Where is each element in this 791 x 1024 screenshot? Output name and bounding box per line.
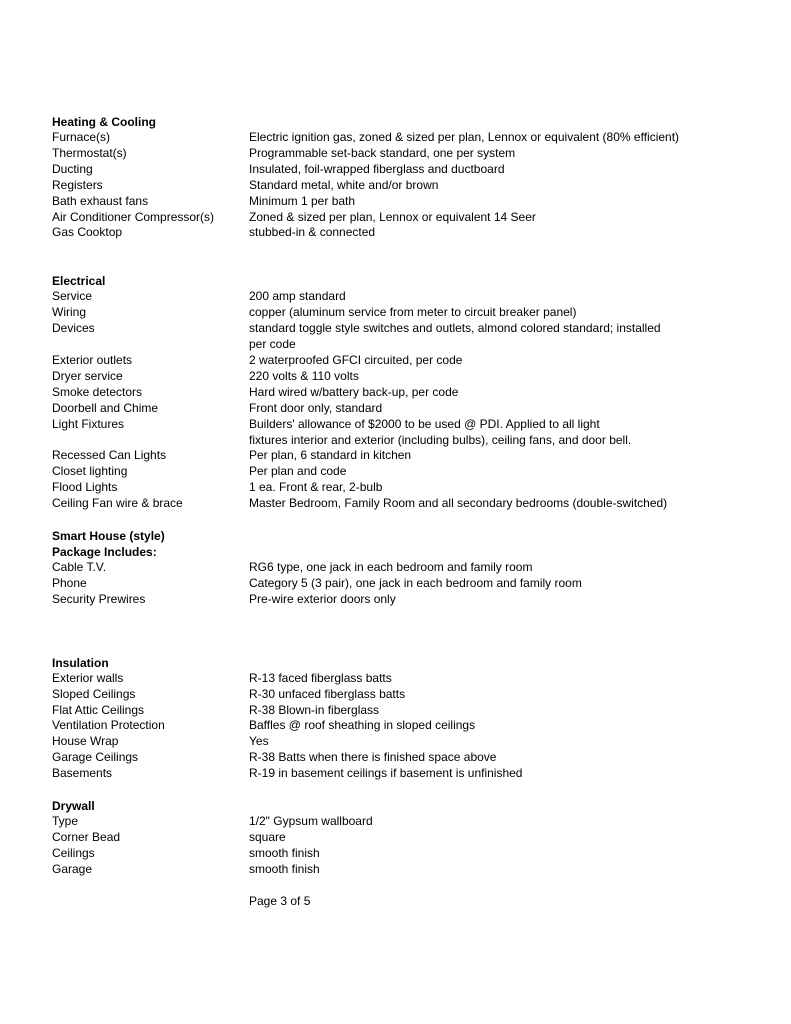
spec-value: [249, 766, 719, 782]
spec-value: [249, 480, 719, 496]
spec-content: [52, 114, 752, 878]
spec-value-line: Baffles @ roof sheathing in sloped ceilings: [249, 718, 476, 733]
spec-label: Light Fixtures: [52, 416, 125, 431]
section-drywall: [52, 798, 752, 878]
spec-label: Service: [52, 289, 93, 304]
spec-value: [249, 814, 719, 830]
spec-label: Dryer service: [52, 368, 123, 383]
section-subheading: Package Includes:: [52, 545, 157, 560]
spec-value-line: Category 5 (3 pair), one jack in each bedroom and family room: [249, 575, 582, 590]
spec-label: Registers: [52, 177, 103, 192]
spec-label: Garage: [52, 861, 93, 876]
spec-label: Basements: [52, 766, 113, 781]
spec-value-line: 200 amp standard: [249, 289, 346, 304]
spec-label: Security Prewires: [52, 591, 146, 606]
spec-rows: [52, 814, 752, 878]
page-number: Page 3 of 5: [249, 894, 311, 908]
spacer: [52, 608, 752, 655]
spec-row: [52, 464, 752, 480]
spec-row: [52, 703, 752, 719]
section-smart-house: [52, 528, 752, 608]
spec-value: [249, 401, 719, 417]
spec-rows: [52, 671, 752, 782]
spec-row: [52, 194, 752, 210]
spec-value: [249, 464, 719, 480]
spec-value: [249, 862, 719, 878]
spec-row: [52, 734, 752, 750]
section-heading: Smart House (style): [52, 529, 165, 544]
spec-value-line: smooth finish: [249, 861, 320, 876]
spec-label: Exterior outlets: [52, 352, 133, 367]
spec-row: [52, 130, 752, 146]
section-heading: Insulation: [52, 655, 109, 670]
spec-value-line: Pre-wire exterior doors only: [249, 591, 396, 606]
spec-label: House Wrap: [52, 734, 119, 749]
spec-value-line: R-38 Blown-in fiberglass: [249, 702, 380, 717]
spec-row: [52, 321, 752, 353]
spec-value-line: Builders' allowance of $2000 to be used @ PDI. Applied to all light: [249, 416, 600, 431]
spec-label: Sloped Ceilings: [52, 686, 136, 701]
spec-value: [249, 750, 719, 766]
spec-row: [52, 448, 752, 464]
spec-value-line: Master Bedroom, Family Room and all secondary bedrooms (double-switched): [249, 496, 668, 511]
spec-value-line: 220 volts & 110 volts: [249, 368, 359, 383]
spec-label: Furnace(s): [52, 130, 111, 144]
section-heading: Drywall: [52, 799, 95, 814]
spec-rows: [52, 560, 752, 608]
spec-value: [249, 194, 719, 210]
spec-label: Ceilings: [52, 845, 95, 860]
spec-value: [249, 718, 719, 734]
spec-row: [52, 862, 752, 878]
spec-value: [249, 687, 719, 703]
spec-row: [52, 146, 752, 162]
spec-value-line: R-19 in basement ceilings if basement is unfinished: [249, 766, 523, 781]
spec-value-line: Per plan, 6 standard in kitchen: [249, 448, 412, 463]
spec-label: Flood Lights: [52, 480, 118, 495]
spec-label: Air Conditioner Compressor(s): [52, 209, 215, 224]
spec-label: Devices: [52, 321, 95, 336]
spec-value: [249, 289, 719, 305]
spec-label: Flat Attic Ceilings: [52, 702, 145, 717]
section-electrical: [52, 273, 752, 512]
spec-value-line: R-13 faced fiberglass batts: [249, 670, 392, 685]
spec-value: [249, 448, 719, 464]
spacer: [52, 782, 752, 798]
spec-value: [249, 592, 719, 608]
spec-row: [52, 162, 752, 178]
spec-row: [52, 417, 752, 449]
section-insulation: [52, 655, 752, 782]
spec-label: Ceiling Fan wire & brace: [52, 496, 183, 511]
spec-label: Gas Cooktop: [52, 225, 123, 240]
spec-value-line: Per plan and code: [249, 464, 347, 479]
spec-row: [52, 401, 752, 417]
spec-label: Closet lighting: [52, 464, 128, 479]
section-heading: Heating & Cooling: [52, 115, 156, 129]
spec-label: Ducting: [52, 161, 93, 176]
spec-value: [249, 178, 719, 194]
spec-value: [249, 130, 719, 146]
spec-row: [52, 289, 752, 305]
spec-value: [249, 385, 719, 401]
spec-value-line: Insulated, foil-wrapped fiberglass and ductboard: [249, 161, 505, 176]
spec-row: [52, 305, 752, 321]
spec-value: [249, 162, 719, 178]
spec-value-line: Front door only, standard: [249, 400, 383, 415]
spec-label: Ventilation Protection: [52, 718, 165, 733]
spec-label: Corner Bead: [52, 830, 121, 844]
spec-row: [52, 178, 752, 194]
spec-rows: [52, 130, 752, 241]
spec-value-line: per code: [249, 337, 296, 352]
spec-value-line: Standard metal, white and/or brown: [249, 177, 439, 192]
spec-value: [249, 671, 719, 687]
spec-value-line: 1 ea. Front & rear, 2-bulb: [249, 480, 383, 495]
spec-label: Doorbell and Chime: [52, 400, 159, 415]
spec-label: Bath exhaust fans: [52, 193, 149, 208]
spec-value-line: Electric ignition gas, zoned & sized per plan, Lennox or equivalent (80% efficient): [249, 130, 680, 144]
spec-label: Thermostat(s): [52, 145, 127, 160]
spec-row: [52, 750, 752, 766]
spacer: [52, 241, 752, 273]
spec-value: [249, 576, 719, 592]
spec-row: [52, 814, 752, 830]
spec-row: [52, 766, 752, 782]
spec-value-line: standard toggle style switches and outlets, almond colored standard; installed: [249, 321, 661, 336]
spec-value-line: 1/2" Gypsum wallboard: [249, 814, 373, 829]
spec-value: [249, 417, 719, 449]
spec-value-line: RG6 type, one jack in each bedroom and family room: [249, 560, 533, 575]
spec-value-line: R-38 Batts when there is finished space above: [249, 750, 497, 765]
spec-label: Phone: [52, 575, 87, 590]
spec-label: Garage Ceilings: [52, 750, 139, 765]
spec-value-line: Programmable set-back standard, one per system: [249, 145, 516, 160]
spec-value: [249, 146, 719, 162]
spec-row: [52, 385, 752, 401]
spec-value-line: Hard wired w/battery back-up, per code: [249, 384, 459, 399]
spec-value-line: Yes: [249, 734, 269, 749]
spec-value-line: Zoned & sized per plan, Lennox or equivalent 14 Seer: [249, 209, 536, 224]
spec-row: [52, 369, 752, 385]
spec-value-line: R-30 unfaced fiberglass batts: [249, 686, 406, 701]
spec-row: [52, 687, 752, 703]
spec-row: [52, 480, 752, 496]
spec-row: [52, 353, 752, 369]
spec-label: Smoke detectors: [52, 384, 143, 399]
spec-value: [249, 560, 719, 576]
spec-row: [52, 592, 752, 608]
spec-row: [52, 846, 752, 862]
spec-value: [249, 734, 719, 750]
spec-row: [52, 210, 752, 226]
spec-value: [249, 496, 719, 512]
spec-row: [52, 225, 752, 241]
spec-row: [52, 560, 752, 576]
spec-row: [52, 718, 752, 734]
spec-value: [249, 353, 719, 369]
section-heating-cooling: [52, 114, 752, 241]
spec-value-line: 2 waterproofed GFCI circuited, per code: [249, 352, 463, 367]
section-heading: Electrical: [52, 274, 106, 289]
spec-value-line: copper (aluminum service from meter to circuit breaker panel): [249, 305, 577, 320]
spec-value: [249, 703, 719, 719]
spec-value: [249, 846, 719, 862]
spec-value-line: fixtures interior and exterior (including bulbs), ceiling fans, and door bell.: [249, 432, 632, 447]
spec-label: Cable T.V.: [52, 560, 107, 575]
spec-value: [249, 305, 719, 321]
spec-value-line: square: [249, 830, 286, 844]
spec-row: [52, 830, 752, 846]
spec-rows: [52, 289, 752, 512]
spec-row: [52, 496, 752, 512]
spec-label: Type: [52, 814, 79, 829]
spec-value: [249, 830, 719, 846]
spec-value: [249, 210, 719, 226]
spec-value-line: Minimum 1 per bath: [249, 193, 356, 208]
spec-row: [52, 671, 752, 687]
spec-value: [249, 225, 719, 241]
spec-value-line: stubbed-in & connected: [249, 225, 376, 240]
spec-label: Exterior walls: [52, 670, 124, 685]
spec-value: [249, 321, 719, 353]
spec-row: [52, 576, 752, 592]
spec-value: [249, 369, 719, 385]
spec-label: Wiring: [52, 305, 87, 320]
spacer: [52, 512, 752, 528]
spec-value-line: smooth finish: [249, 845, 320, 860]
spec-label: Recessed Can Lights: [52, 448, 167, 463]
